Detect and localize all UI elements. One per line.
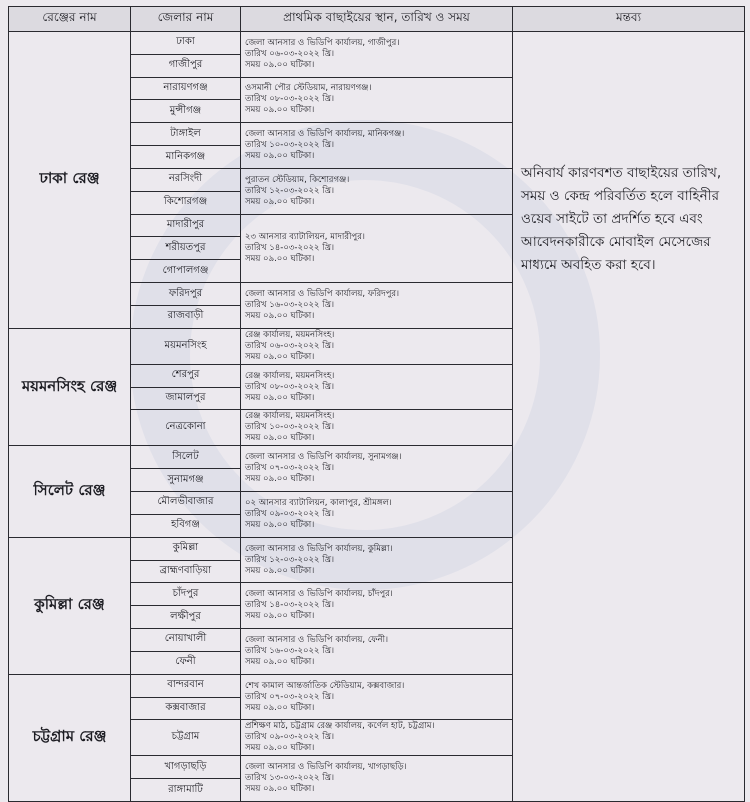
info-line: সময় ০৯.০০ ঘটিকা। [245, 611, 315, 622]
selection-info [241, 77, 513, 123]
info-line: সময় ০৯.০০ ঘটিকা। [245, 105, 315, 116]
district-name: ঢাকা [131, 32, 241, 55]
info-line: তারিখ ০৭-০৩-২০২২ খ্রি। [245, 463, 335, 474]
selection-info [241, 629, 513, 675]
table-row [9, 32, 745, 55]
selection-info [241, 410, 513, 446]
info-line: সময় ০৯.০০ ঘটিকা। [245, 743, 315, 754]
info-line: তারিখ ০৯-০৩-২০২২ খ্রি। [245, 732, 335, 743]
info-line: তারিখ ০৬-০৩-২০২২ খ্রি। [245, 340, 335, 351]
info-line: জেলা আনসার ও ভিডিপি কার্যালয়, ফরিদপুর। [245, 288, 400, 299]
district-name: শেরপুর [131, 364, 241, 387]
info-line: সময় ০৯.০০ ঘটিকা। [245, 196, 315, 207]
selection-info [241, 720, 513, 756]
info-line: সময় ০৯.০০ ঘটিকা। [245, 784, 315, 795]
info-line: শেখ কামাল আন্তর্জাতিক স্টেডিয়াম, কক্সবাজার। [245, 680, 405, 691]
info-line: প্রশিক্ষণ মাঠ, চট্টগ্রাম রেঞ্জ কার্যালয়, কর্ণেল হাট, চট্টগ্রাম। [245, 721, 435, 732]
range-name: ময়মনসিংহ রেঞ্জ [9, 328, 131, 446]
district-name: হবিগঞ্জ [131, 514, 241, 537]
info-line: তারিখ ০৭-০৩-২০২২ খ্রি। [245, 691, 335, 702]
info-line: তারিখ ১০-০৩-২০২২ খ্রি। [245, 422, 335, 433]
remarks-text: অনিবার্য কারণবশত বাছাইয়ের তারিখ, সময় ও কেন্দ্র পরিবর্তিত হলে বাহিনীর ওয়েব সাইটে তা প্রদর্শিত হবে এবং আবেদনকারীকে মোবাইল মেসেজের মাধ্যমে অবহিত করা হবে। [513, 32, 745, 802]
info-line: সময় ০৯.০০ ঘটিকা। [245, 702, 315, 713]
info-line: জেলা আনসার ও ভিডিপি কার্যালয়, খাগড়াছড়ি। [245, 762, 407, 773]
district-name: মাদারীপুর [131, 214, 241, 237]
info-line: ০২ আনসার ব্যাটালিয়ন, কালাপুর, শ্রীমঙ্গল। [245, 497, 392, 508]
info-line: রেঞ্জ কার্যালয়, ময়মনসিংহ। [245, 411, 335, 422]
selection-info [241, 446, 513, 492]
selection-info [241, 583, 513, 629]
district-name: ময়মনসিংহ [131, 328, 241, 364]
district-name: খাগড়াছড়ি [131, 756, 241, 779]
info-line: তারিখ ১৪-০৩-২০২২ খ্রি। [245, 600, 335, 611]
district-name: রাজবাড়ী [131, 305, 241, 328]
info-line: সময় ০৯.০০ ঘটিকা। [245, 519, 315, 530]
info-line: সময় ০৯.০০ ঘটিকা। [245, 392, 315, 403]
selection-schedule-table [8, 6, 745, 802]
info-line: সময় ০৯.০০ ঘটিকা। [245, 59, 315, 70]
district-name: কুমিল্লা [131, 537, 241, 560]
info-line: সময় ০৯.০০ ঘটিকা। [245, 433, 315, 444]
selection-info [241, 32, 513, 78]
district-name: সিলেট [131, 446, 241, 469]
header-range: রেঞ্জের নাম [9, 7, 131, 32]
district-name: চট্টগ্রাম [131, 720, 241, 756]
district-name: শরীয়তপুর [131, 237, 241, 260]
info-line: তারিখ ১৬-০৩-২০২২ খ্রি। [245, 299, 335, 310]
info-line: তারিখ ১০-০৩-২০২২ খ্রি। [245, 140, 335, 151]
selection-info [241, 168, 513, 214]
info-line: তারিখ ১২-০৩-২০২২ খ্রি। [245, 554, 335, 565]
info-line: পুরাতন স্টেডিয়াম, কিশোরগঞ্জ। [245, 174, 350, 185]
district-name: মুন্সীগঞ্জ [131, 100, 241, 123]
info-line: জেলা আনসার ও ভিডিপি কার্যালয়, সুনামগঞ্জ। [245, 452, 402, 463]
district-name: নোয়াখালী [131, 629, 241, 652]
district-name: চাঁদপুর [131, 583, 241, 606]
info-line: ২৩ আনসার ব্যাটালিয়ন, মাদারীপুর। [245, 231, 365, 242]
info-line: জেলা আনসার ও ভিডিপি কার্যালয়, গাজীপুর। [245, 37, 400, 48]
info-line: তারিখ ০৯-০৩-২০২২ খ্রি। [245, 508, 335, 519]
info-line: সময় ০৯.০০ ঘটিকা। [245, 351, 315, 362]
district-name: নরসিংদী [131, 168, 241, 191]
header-remarks: মন্তব্য [513, 7, 745, 32]
district-name: ব্রাহ্মণবাড়িয়া [131, 560, 241, 583]
selection-info [241, 364, 513, 410]
range-name: কুমিল্লা রেঞ্জ [9, 537, 131, 674]
info-line: তারিখ ১৩-০৩-২০২২ খ্রি। [245, 773, 335, 784]
info-line: সময় ০৯.০০ ঘটিকা। [245, 474, 315, 485]
info-line: তারিখ ১৬-০৩-২০২২ খ্রি। [245, 645, 335, 656]
district-name: মৌলভীবাজার [131, 492, 241, 515]
info-line: সময় ০৯.০০ ঘটিকা। [245, 656, 315, 667]
info-line: ওসমানী পৌর স্টেডিয়াম, নারায়ণগঞ্জ। [245, 83, 372, 94]
table-body [9, 32, 745, 802]
range-name: চট্টগ্রাম রেঞ্জ [9, 674, 131, 801]
selection-info [241, 756, 513, 802]
district-name: মানিকগঞ্জ [131, 146, 241, 169]
range-name: সিলেট রেঞ্জ [9, 446, 131, 537]
info-line: জেলা আনসার ও ভিডিপি কার্যালয়, ফেনী। [245, 634, 389, 645]
info-line: তারিখ ১৪-০৩-২০২২ খ্রি। [245, 242, 335, 253]
district-name: ফেনী [131, 651, 241, 674]
district-name: নারায়ণগঞ্জ [131, 77, 241, 100]
selection-info [241, 537, 513, 583]
range-name: ঢাকা রেঞ্জ [9, 32, 131, 329]
selection-info [241, 674, 513, 720]
info-line: সময় ০৯.০০ ঘটিকা। [245, 310, 315, 321]
district-name: গাজীপুর [131, 54, 241, 77]
info-line: জেলা আনসার ও ভিডিপি কার্যালয়, মানিকগঞ্জ। [245, 129, 405, 140]
district-name: বান্দরবান [131, 674, 241, 697]
info-line: তারিখ ০৮-০৩-২০২২ খ্রি। [245, 94, 335, 105]
selection-info [241, 492, 513, 538]
info-line: জেলা আনসার ও ভিডিপি কার্যালয়, চাঁদপুর। [245, 589, 393, 600]
district-name: কিশোরগঞ্জ [131, 191, 241, 214]
info-line: তারিখ ১২-০৩-২০২২ খ্রি। [245, 185, 335, 196]
info-line: জেলা আনসার ও ভিডিপি কার্যালয়, কুমিল্লা। [245, 543, 393, 554]
district-name: নেত্রকোনা [131, 410, 241, 446]
district-name: জামালপুর [131, 387, 241, 410]
district-name: ফরিদপুর [131, 283, 241, 306]
selection-info [241, 328, 513, 364]
info-line: সময় ০৯.০০ ঘটিকা। [245, 565, 315, 576]
selection-info [241, 283, 513, 329]
selection-info [241, 123, 513, 169]
district-name: সুনামগঞ্জ [131, 469, 241, 492]
info-line: রেঞ্জ কার্যালয়, ময়মনসিংহ। [245, 370, 335, 381]
info-line: রেঞ্জ কার্যালয়, ময়মনসিংহ। [245, 329, 335, 340]
info-line: তারিখ ০৮-০৩-২০২২ খ্রি। [245, 381, 335, 392]
header-row [9, 7, 745, 32]
info-line: তারিখ ০৬-০৩-২০২২ খ্রি। [245, 48, 335, 59]
district-name: টাঙ্গাইল [131, 123, 241, 146]
info-line: সময় ০৯.০০ ঘটিকা। [245, 253, 315, 264]
info-line: সময় ০৯.০০ ঘটিকা। [245, 151, 315, 162]
district-name: রাঙ্গামাটি [131, 779, 241, 802]
selection-info [241, 214, 513, 282]
district-name: কক্সবাজার [131, 697, 241, 720]
header-district: জেলার নাম [131, 7, 241, 32]
district-name: লক্ষীপুর [131, 606, 241, 629]
district-name: গোপালগঞ্জ [131, 260, 241, 283]
header-place-date-time: প্রাথমিক বাছাইয়ের স্থান, তারিখ ও সময় [241, 7, 513, 32]
